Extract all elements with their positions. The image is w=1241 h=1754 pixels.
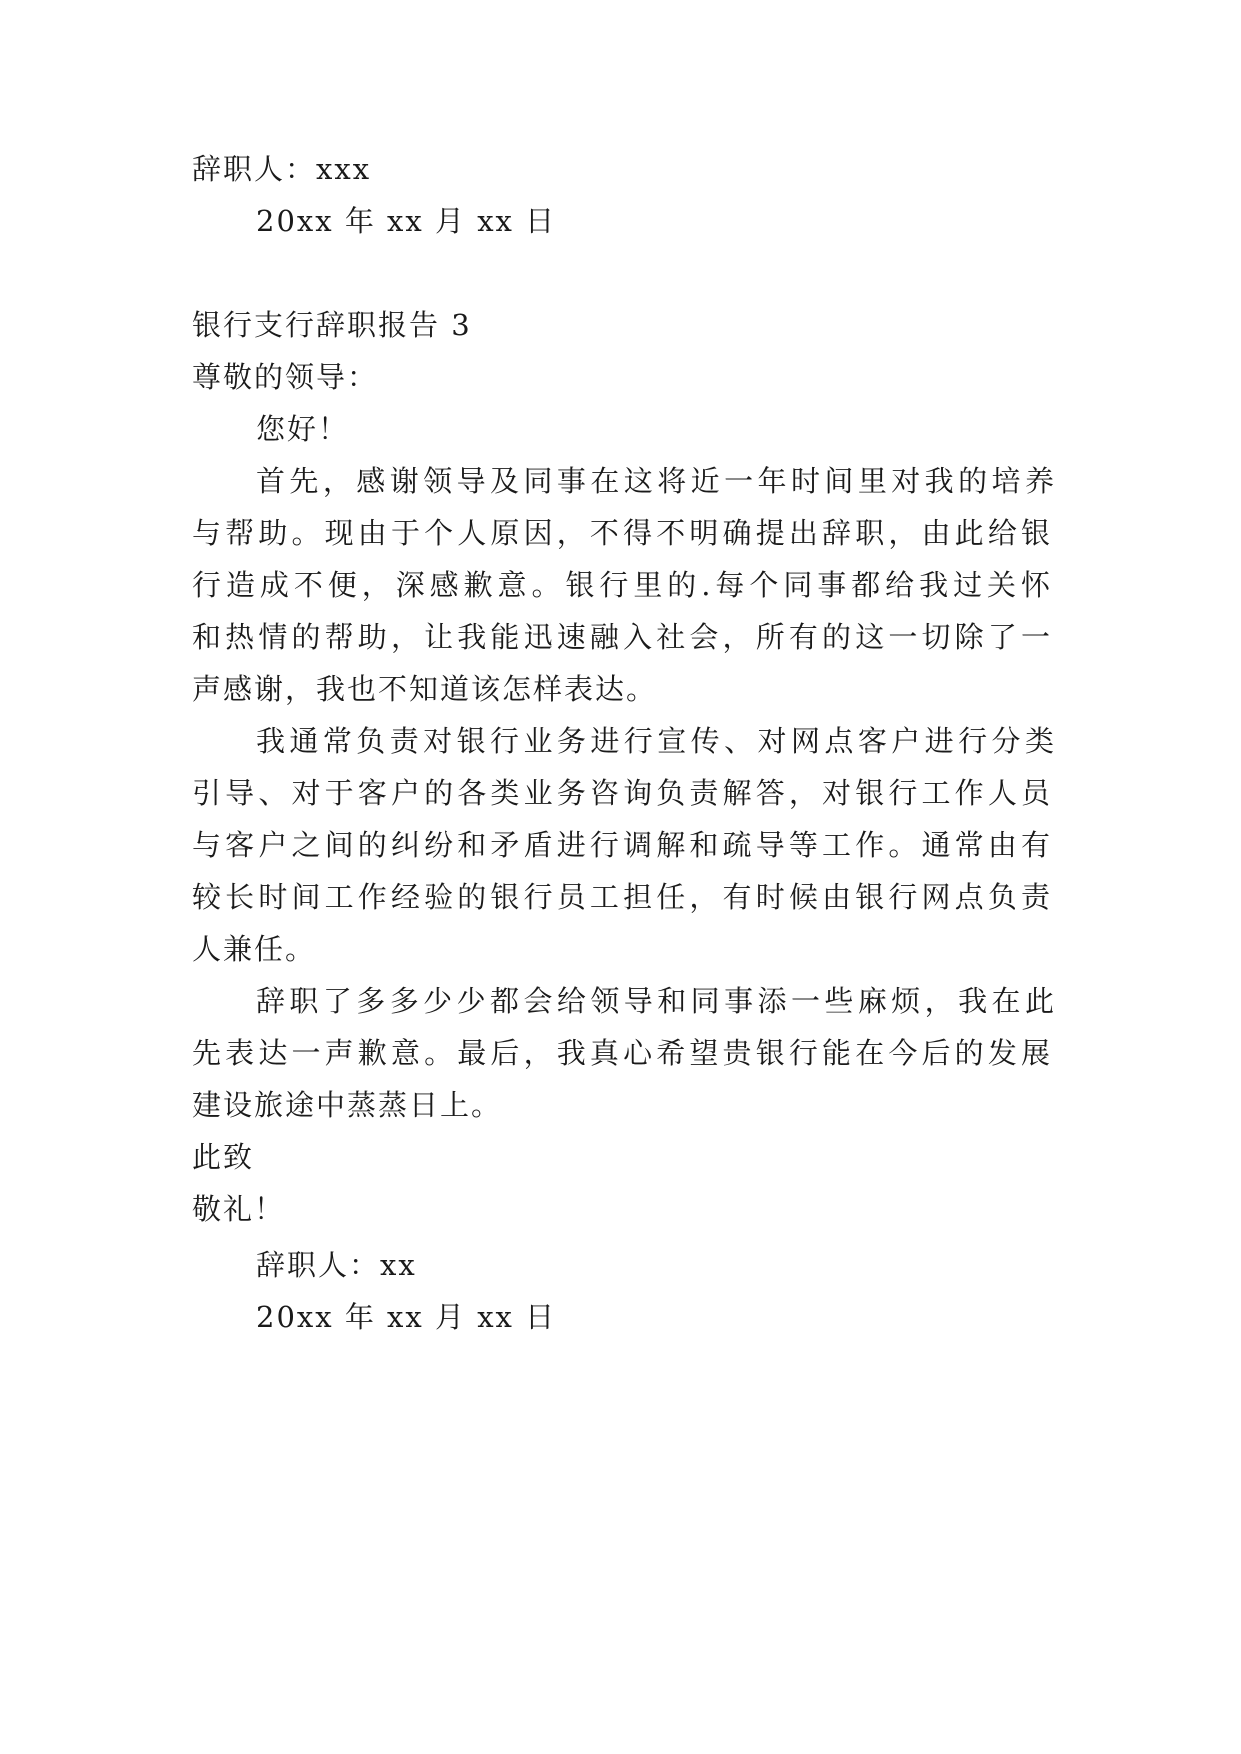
paragraph-3-line-1: 辞职了多多少少都会给领导和同事添一些麻烦，我在此 (256, 984, 1056, 1018)
paragraph-2-line-2: 引导、对于客户的各类业务咨询负责解答，对银行工作人员 (192, 776, 1052, 810)
paragraph-1-line-1: 首先，感谢领导及同事在这将近一年时间里对我的培养 (256, 464, 1056, 498)
paragraph-3-line-3: 建设旅途中蒸蒸日上。 (192, 1088, 503, 1122)
closing-2: 敬礼！ (192, 1192, 286, 1226)
paragraph-2-line-4: 较长时间工作经验的银行员工担任，有时候由银行网点负责 (192, 880, 1052, 914)
paragraph-1-line-4: 和热情的帮助，让我能迅速融入社会，所有的这一切除了一 (192, 620, 1052, 654)
closing-1: 此致 (192, 1140, 255, 1174)
paragraph-1-line-3: 行造成不便，深感歉意。银行里的.每个同事都给我过关怀 (192, 568, 1052, 602)
greeting: 您好！ (256, 412, 350, 446)
paragraph-2-line-5: 人兼任。 (192, 932, 317, 966)
prev-date: 20xx 年 xx 月 xx 日 (256, 204, 557, 238)
letter-title: 银行支行辞职报告 3 (192, 308, 472, 342)
salutation: 尊敬的领导： (192, 360, 379, 394)
paragraph-2-line-1: 我通常负责对银行业务进行宣传、对网点客户进行分类 (256, 724, 1056, 758)
paragraph-3-line-2: 先表达一声歉意。最后，我真心希望贵银行能在今后的发展 (192, 1036, 1052, 1070)
signer: 辞职人：xx (256, 1248, 417, 1282)
paragraph-2-line-3: 与客户之间的纠纷和矛盾进行调解和疏导等工作。通常由有 (192, 828, 1052, 862)
paragraph-1-line-5: 声感谢，我也不知道该怎样表达。 (192, 672, 658, 706)
paragraph-1-line-2: 与帮助。现由于个人原因，不得不明确提出辞职，由此给银 (192, 516, 1052, 550)
prev-signer: 辞职人：xxx (192, 152, 372, 186)
date: 20xx 年 xx 月 xx 日 (256, 1300, 557, 1334)
